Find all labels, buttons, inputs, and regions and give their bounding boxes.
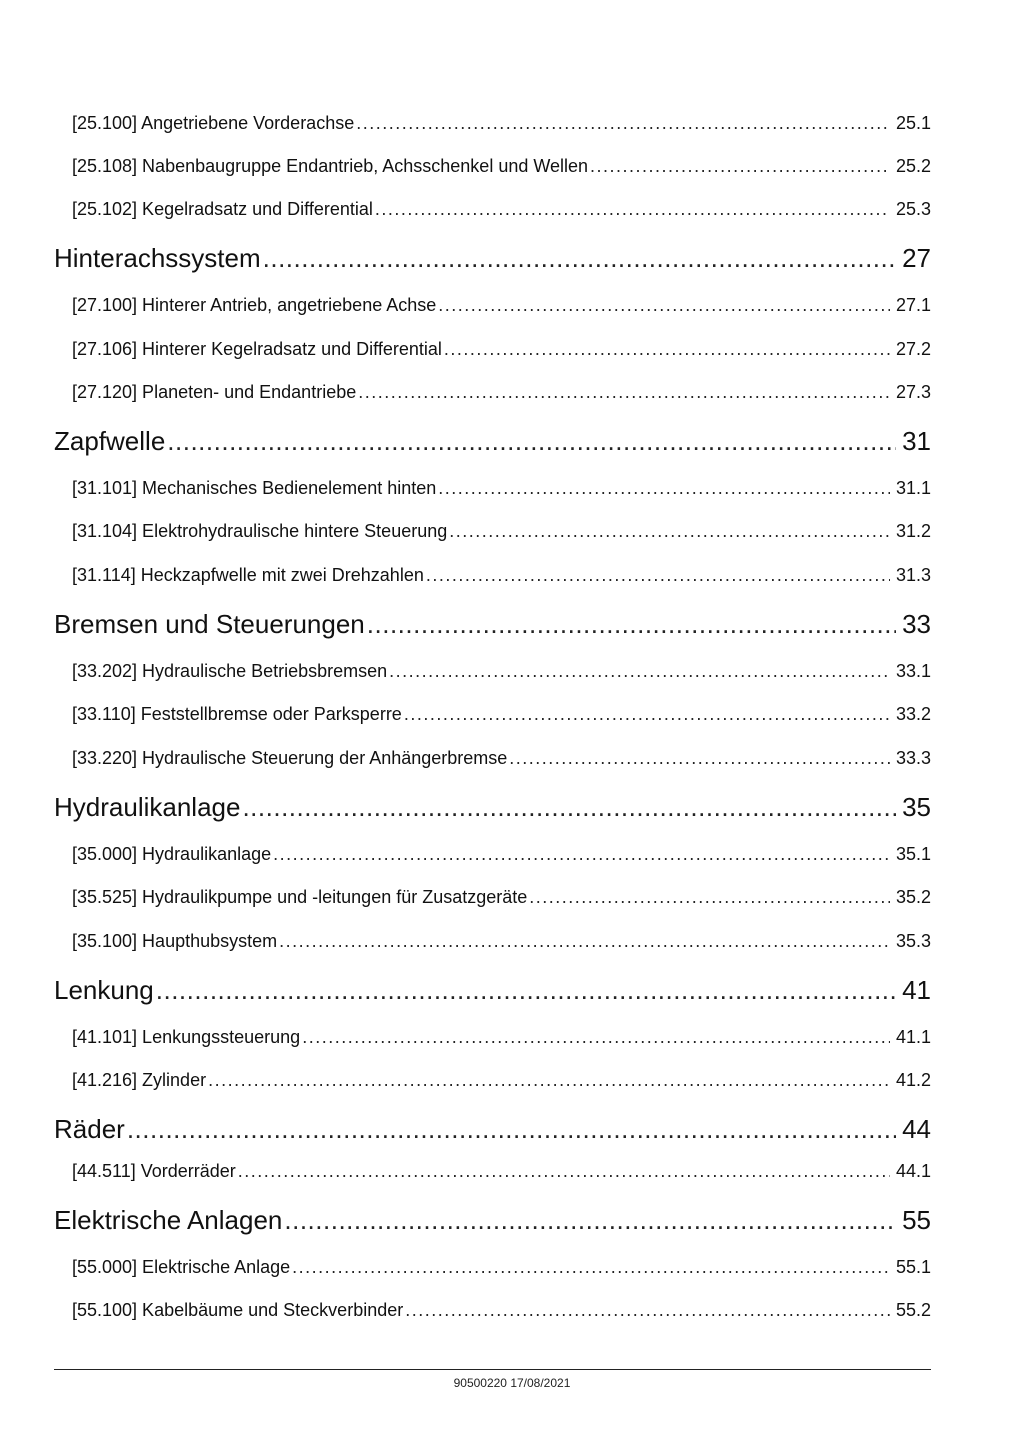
toc-entry-label: [55.000] Elektrische Anlage: [72, 1257, 291, 1277]
footer-divider: [54, 1369, 931, 1370]
toc-section-page: 35: [902, 792, 931, 822]
toc-entry-33-202[interactable]: [72, 661, 931, 687]
toc-entry-55-000[interactable]: [72, 1257, 931, 1283]
toc-entry-page: 25.1: [895, 113, 931, 133]
toc-section-page: 55: [902, 1205, 931, 1235]
toc-entry-label: [27.106] Hinterer Kegelradsatz und Differential: [72, 339, 442, 359]
toc-section-hydraulikanlage[interactable]: [54, 792, 931, 828]
toc-entry-27-100[interactable]: [72, 295, 931, 321]
toc-entry-page: 35.1: [895, 844, 931, 864]
toc-section-page: 27: [902, 243, 931, 273]
dot-leader: [438, 295, 890, 316]
dot-leader: [404, 704, 890, 725]
dot-leader: [284, 1205, 896, 1236]
toc-entry-27-106[interactable]: [72, 339, 931, 365]
toc-section-zapfwelle[interactable]: [54, 426, 931, 462]
toc-entry-31-104[interactable]: [72, 521, 931, 547]
toc-entry-41-216[interactable]: [72, 1070, 931, 1096]
toc-entry-page: 27.3: [895, 382, 931, 402]
toc-entry-label: [25.100] Angetriebene Vorderachse: [72, 113, 355, 133]
dot-leader: [263, 243, 896, 274]
toc-entry-page: 33.2: [895, 704, 931, 724]
toc-section-label: Bremsen und Steuerungen: [54, 609, 365, 639]
dot-leader: [438, 478, 890, 499]
toc-section-page: 41: [902, 975, 931, 1005]
toc-entry-label: [27.100] Hinterer Antrieb, angetriebene Achse: [72, 295, 437, 315]
toc-section-elektrische-anlagen[interactable]: [54, 1205, 931, 1241]
dot-leader: [375, 199, 890, 220]
dot-leader: [292, 1257, 890, 1278]
toc-entry-25-108[interactable]: [72, 156, 931, 182]
dot-leader: [367, 609, 896, 640]
dot-leader: [167, 426, 896, 457]
toc-entry-label: [35.525] Hydraulikpumpe und -leitungen für Zusatzgeräte: [72, 887, 528, 907]
toc-section-page: 31: [902, 426, 931, 456]
toc-section-lenkung[interactable]: [54, 975, 931, 1011]
toc-entry-page: 33.1: [895, 661, 931, 681]
dot-leader: [156, 975, 896, 1006]
toc-entry-label: [25.102] Kegelradsatz und Differential: [72, 199, 373, 219]
toc-entry-label: [35.000] Hydraulikanlage: [72, 844, 272, 864]
toc-section-label: Elektrische Anlagen: [54, 1205, 283, 1235]
toc-entry-label: [35.100] Haupthubsystem: [72, 931, 278, 951]
toc-entry-page: 27.2: [895, 339, 931, 359]
toc-entry-label: [33.220] Hydraulische Steuerung der Anhängerbremse: [72, 748, 508, 768]
toc-section-label: Zapfwelle: [54, 426, 166, 456]
toc-entry-page: 31.2: [895, 521, 931, 541]
toc-section-label: Hinterachssystem: [54, 243, 261, 273]
dot-leader: [273, 844, 890, 865]
toc-entry-33-220[interactable]: [72, 748, 931, 774]
toc-entry-label: [31.104] Elektrohydraulische hintere Steuerung: [72, 521, 448, 541]
toc-entry-page: 27.1: [895, 295, 931, 315]
toc-entry-55-100[interactable]: [72, 1300, 931, 1326]
toc-entry-page: 33.3: [895, 748, 931, 768]
dot-leader: [208, 1070, 890, 1091]
toc-entry-label: [33.110] Feststellbremse oder Parksperre: [72, 704, 402, 724]
toc-entry-25-102[interactable]: [72, 199, 931, 225]
toc-entry-33-110[interactable]: [72, 704, 931, 730]
footer-document-id: 90500220 17/08/2021: [453, 1376, 571, 1390]
dot-leader: [302, 1027, 890, 1048]
dot-leader: [449, 521, 890, 542]
toc-entry-41-101[interactable]: [72, 1027, 931, 1053]
toc-section-hinterachssystem[interactable]: [54, 243, 931, 279]
toc-entry-label: [27.120] Planeten- und Endantriebe: [72, 382, 357, 402]
toc-entry-page: 35.3: [895, 931, 931, 951]
toc-section-label: Räder: [54, 1114, 125, 1144]
dot-leader: [529, 887, 890, 908]
toc-entry-35-100[interactable]: [72, 931, 931, 957]
toc-entry-page: 25.3: [895, 199, 931, 219]
toc-entry-label: [41.101] Lenkungssteuerung: [72, 1027, 301, 1047]
toc-entry-31-114[interactable]: [72, 565, 931, 591]
dot-leader: [279, 931, 890, 952]
toc-entry-page: 41.1: [895, 1027, 931, 1047]
toc-entry-27-120[interactable]: [72, 382, 931, 408]
toc-section-raeder[interactable]: [54, 1114, 931, 1150]
toc-section-page: 33: [902, 609, 931, 639]
toc-entry-35-525[interactable]: [72, 887, 931, 913]
toc-entry-label: [31.114] Heckzapfwelle mit zwei Drehzahlen: [72, 565, 424, 585]
toc-entry-page: 35.2: [895, 887, 931, 907]
toc-entry-page: 44.1: [895, 1161, 931, 1181]
toc-entry-25-100[interactable]: [72, 113, 931, 139]
toc-entry-label: [33.202] Hydraulische Betriebsbremsen: [72, 661, 388, 681]
toc-entry-31-101[interactable]: [72, 478, 931, 504]
toc-entry-label: [41.216] Zylinder: [72, 1070, 207, 1090]
dot-leader: [426, 565, 890, 586]
toc-entry-page: 31.1: [895, 478, 931, 498]
toc-entry-page: 55.2: [895, 1300, 931, 1320]
toc-entry-label: [31.101] Mechanisches Bedienelement hinten: [72, 478, 437, 498]
toc-entry-label: [25.108] Nabenbaugruppe Endantrieb, Achsschenkel und Wellen: [72, 156, 589, 176]
dot-leader: [356, 113, 890, 134]
dot-leader: [389, 661, 890, 682]
toc-entry-35-000[interactable]: [72, 844, 931, 870]
toc-section-label: Lenkung: [54, 975, 154, 1005]
dot-leader: [358, 382, 890, 403]
dot-leader: [127, 1114, 896, 1145]
toc-section-bremsen-und-steuerungen[interactable]: [54, 609, 931, 645]
dot-leader: [238, 1161, 890, 1182]
toc-section-page: 44: [902, 1114, 931, 1144]
dot-leader: [242, 792, 896, 823]
toc-entry-label: [55.100] Kabelbäume und Steckverbinder: [72, 1300, 404, 1320]
toc-entry-page: 31.3: [895, 565, 931, 585]
dot-leader: [444, 339, 890, 360]
toc-entry-page: 55.1: [895, 1257, 931, 1277]
toc-entry-page: 25.2: [895, 156, 931, 176]
toc-entry-page: 41.2: [895, 1070, 931, 1090]
toc-section-label: Hydraulikanlage: [54, 792, 241, 822]
dot-leader: [509, 748, 890, 769]
toc-entry-label: [44.511] Vorderräder: [72, 1161, 236, 1181]
dot-leader: [590, 156, 890, 177]
toc-entry-44-511[interactable]: [72, 1161, 931, 1187]
dot-leader: [405, 1300, 890, 1321]
